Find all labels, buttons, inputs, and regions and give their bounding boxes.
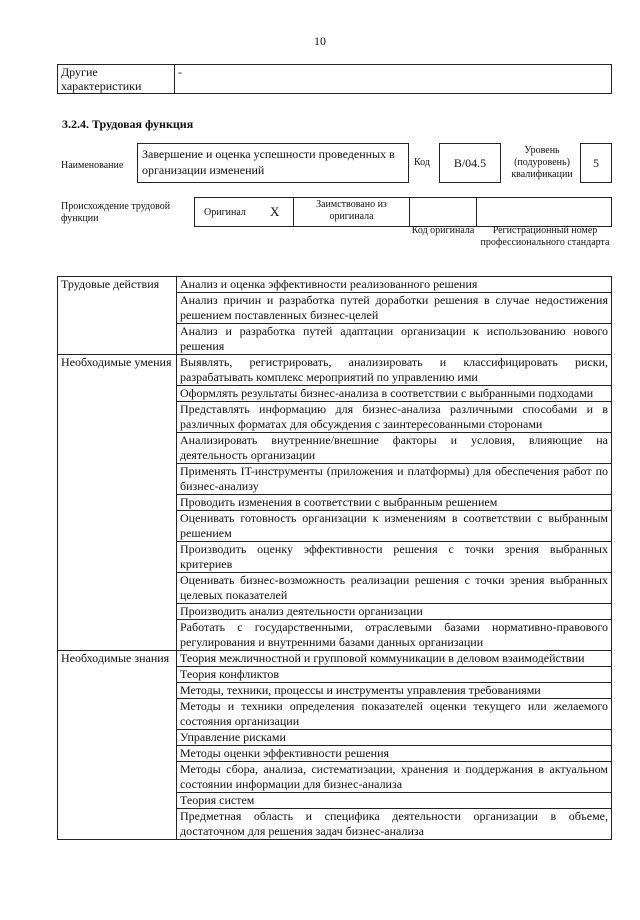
group-item: Методы и техники определения показателей оценки текущего или желаемого состояния организации [177, 699, 612, 730]
table-row [58, 651, 612, 667]
group-title: Трудовые действия [58, 277, 177, 355]
origin-label: Происхождение трудовой функции [61, 201, 171, 224]
group-item: Анализировать внутренние/внешние факторы и условия, влияющие на деятельность организации [177, 433, 612, 464]
level-value: 5 [580, 143, 612, 183]
original-label: Оригинал [204, 207, 246, 218]
original-code-box [409, 197, 477, 227]
other-label: Другие характеристики [58, 65, 175, 94]
group-title: Необходимые знания [58, 651, 177, 840]
code-caption: Код оригинала [411, 225, 475, 236]
group-item: Оформлять результаты бизнес-анализа в соответствии с выбранными подходами [177, 386, 612, 402]
labor-function-table [57, 276, 612, 840]
code-label: Код [414, 157, 430, 168]
other-characteristics-table [57, 64, 612, 94]
borrowed-label: Заимствовано из оригинала [293, 197, 410, 227]
group-item: Производить оценку эффективности решения с точки зрения выбранных критериев [177, 542, 612, 573]
page-number: 10 [314, 34, 326, 48]
table-row [58, 277, 612, 293]
group-item: Производить анализ деятельности организации [177, 604, 612, 620]
group-item: Анализ и оценка эффективности реализованного решения [177, 277, 612, 293]
group-item: Методы, техники, процессы и инструменты управления требованиями [177, 683, 612, 699]
name-label: Наименование [61, 160, 124, 171]
group-item: Выявлять, регистрировать, анализировать и классифицировать риски, разрабатывать комплекс мероприятий по управлению ими [177, 355, 612, 386]
group-item: Предметная область и специфика деятельности организации в объеме, достаточном для решения задач бизнес-анализа [177, 809, 612, 840]
group-item: Анализ и разработка путей адаптации организации к использованию нового решения [177, 324, 612, 355]
group-item: Анализ причин и разработка путей доработки решения в случае недостижения решением поставленных бизнес-целей [177, 293, 612, 324]
level-label: Уровень (подуровень) квалификации [511, 145, 573, 180]
group-item: Работать с государственными, отраслевыми базами нормативно-правового регулирования и внутренними базами данных организации [177, 620, 612, 651]
group-item: Теория конфликтов [177, 667, 612, 683]
reg-number-box [476, 197, 612, 227]
group-item: Проводить изменения в соответствии с выбранным решением [177, 495, 612, 511]
table-row [58, 355, 612, 386]
group-item: Оценивать бизнес-возможность реализации решения с точки зрения выбранных целевых показателей [177, 573, 612, 604]
group-item: Представлять информацию для бизнес-анализа различными способами и в различных форматах для обсуждения с заинтересованными сторонами [177, 402, 612, 433]
code-value: B/04.5 [439, 143, 501, 183]
group-title: Необходимые умения [58, 355, 177, 651]
group-item: Применять IT-инструменты (приложения и платформы) для обеспечения работ по бизнес-анализу [177, 464, 612, 495]
group-item: Теория межличностной и групповой коммуникации в деловом взаимодействии [177, 651, 612, 667]
original-mark: X [270, 204, 280, 219]
group-item: Теория систем [177, 793, 612, 809]
group-item: Управление рисками [177, 730, 612, 746]
section-title: 3.2.4. Трудовая функция [62, 117, 194, 131]
reg-caption: Регистрационный номер профессионального стандарта [480, 225, 610, 248]
other-value: - [175, 65, 612, 94]
group-item: Методы оценки эффективности решения [177, 746, 612, 762]
group-item: Методы сбора, анализа, систематизации, хранения и поддержания в актуальном состоянии информации для бизнес-анализа [177, 762, 612, 793]
group-item: Оценивать готовность организации к изменениям в соответствии с выбранным решением [177, 511, 612, 542]
function-name: Завершение и оценка успешности проведенных в организации изменений [137, 143, 409, 183]
